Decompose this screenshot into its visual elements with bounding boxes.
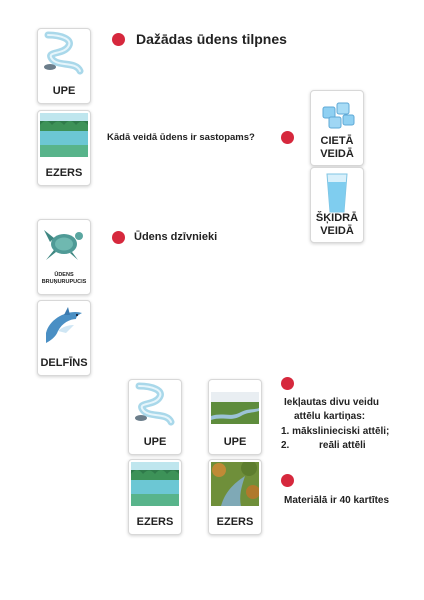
- lake-photo-icon: [211, 462, 259, 506]
- sea-turtle-icon: [40, 222, 88, 266]
- card-label: EZERS: [136, 516, 174, 528]
- info-item-1: 1. mākslinieciski attēli;: [281, 426, 390, 437]
- card-label: UPE: [223, 436, 247, 448]
- card-udens-brunurupucis: [37, 219, 91, 295]
- ice-cubes-icon: [313, 93, 361, 137]
- card-cieta-veida: [310, 90, 364, 166]
- card-upe-real: [208, 379, 262, 455]
- card-label: EZERS: [45, 167, 83, 179]
- card-label: UPE: [52, 85, 76, 97]
- card-label: DELFĪNS: [40, 357, 88, 369]
- card-skidra-veida: [310, 167, 364, 243]
- river-illustration-icon: [40, 31, 88, 75]
- info-item-2-number: 2.: [281, 440, 290, 451]
- bullet-dot: [281, 131, 294, 144]
- card-label: ŠĶIDRĀ VEIDĀ: [315, 212, 359, 237]
- card-upe: [37, 28, 91, 104]
- page-title: Dažādas ūdens tilpnes: [136, 31, 287, 47]
- question-text: Kādā veidā ūdens ir sastopams?: [107, 132, 255, 143]
- dolphin-icon: [40, 303, 88, 347]
- bullet-dot: [281, 474, 294, 487]
- card-ezers: [37, 110, 91, 186]
- card-ezers-art: [128, 459, 182, 535]
- info-line-1: Iekļautas divu veidu: [284, 397, 380, 408]
- card-label: UPE: [143, 436, 167, 448]
- lake-illustration-icon: [40, 113, 88, 157]
- river-illustration-icon: [131, 382, 179, 426]
- bullet-dot: [112, 231, 125, 244]
- card-label: EZERS: [216, 516, 254, 528]
- card-delfins: [37, 300, 91, 376]
- card-label: CIETĀ VEIDĀ: [320, 135, 354, 160]
- card-ezers-real: [208, 459, 262, 535]
- animals-heading: Ūdens dzīvnieki: [134, 231, 218, 243]
- card-count-text: Materiālā ir 40 kartītes: [284, 495, 390, 506]
- glass-of-water-icon: [313, 170, 361, 214]
- card-label: ŪDENS BRUŅURUPUCIS: [41, 272, 87, 285]
- river-photo-icon: [211, 382, 259, 426]
- card-upe-art: [128, 379, 182, 455]
- lake-illustration-icon: [131, 462, 179, 506]
- info-line-2: attēlu kartiņas:: [294, 411, 366, 422]
- bullet-dot: [112, 33, 125, 46]
- info-item-2: reāli attēli: [319, 440, 366, 451]
- bullet-dot: [281, 377, 294, 390]
